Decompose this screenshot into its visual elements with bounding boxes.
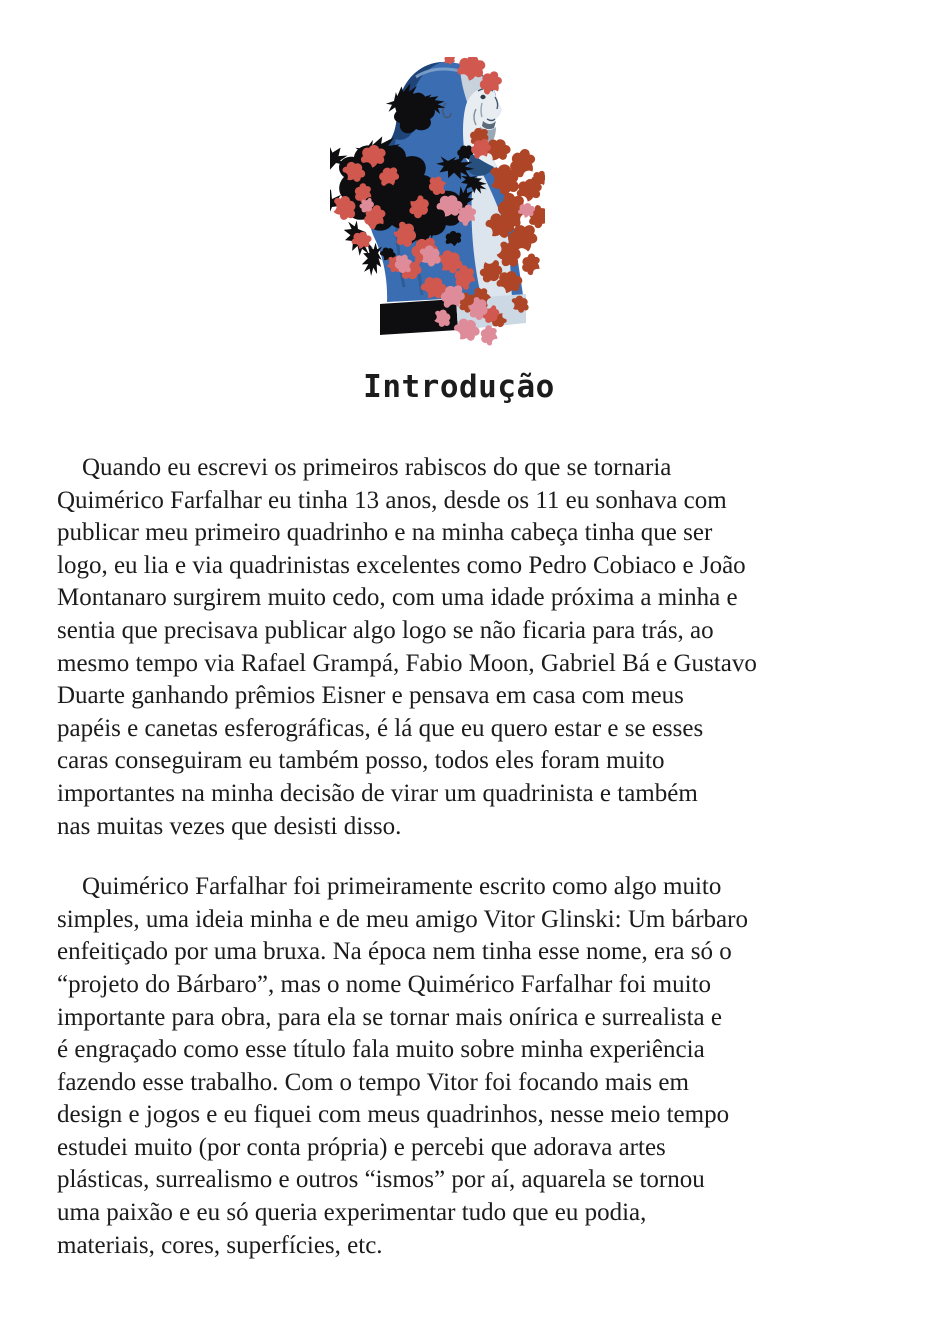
text-line: importante para obra, para ela se tornar mais onírica e surrealista e [57, 1003, 722, 1031]
text-line: materiais, cores, superfícies, etc. [57, 1231, 383, 1259]
text-line: nas muitas vezes que desisti disso. [57, 812, 402, 840]
text-line: estudei muito (por conta própria) e percebi que adorava artes [57, 1133, 666, 1161]
text-line: design e jogos e eu fiquei com meus quadrinhos, nesse meio tempo [57, 1101, 730, 1129]
text-line: caras conseguiram eu também posso, todos eles foram muito [57, 747, 665, 775]
text-line: plásticas, surrealismo e outros “ismos” por aí, aquarela se tornou [57, 1166, 705, 1194]
text-line: importantes na minha decisão de virar um quadrinista e também [57, 779, 698, 807]
bust-illustration [330, 57, 545, 348]
paragraph-2 [57, 871, 897, 1262]
text-line: uma paixão e eu só queria experimentar tudo que eu podia, [57, 1199, 647, 1227]
text-line: é engraçado como esse título fala muito sobre minha experiência [57, 1036, 705, 1064]
text-line: Quando eu escrevi os primeiros rabiscos do que se tornaria [82, 454, 672, 481]
text-line: “projeto do Bárbaro”, mas o nome Quimérico Farfalhar foi muito [57, 970, 711, 998]
text-line: papéis e canetas esferográficas, é lá que eu quero estar e se esses [57, 714, 704, 742]
text-line: Montanaro surgirem muito cedo, com uma idade próxima a minha e [57, 584, 738, 612]
text-line: Duarte ganhando prêmios Eisner e pensava em casa com meus [57, 682, 684, 710]
chapter-title: Introdução [363, 369, 555, 405]
text-line: mesmo tempo via Rafael Grampá, Fabio Moon, Gabriel Bá e Gustavo [57, 649, 757, 677]
paragraph-1 [57, 452, 897, 843]
text-line: sentia que precisava publicar algo logo se não ficaria para trás, ao [57, 616, 714, 644]
text-line: simples, uma ideia minha e de meu amigo Vitor Glinski: Um bárbaro [57, 905, 748, 933]
text-line: Quimérico Farfalhar foi primeiramente escrito como algo muito [82, 873, 722, 901]
text-line: enfeitiçado por uma bruxa. Na época nem tinha esse nome, era só o [57, 938, 732, 966]
body-text [57, 452, 897, 1262]
text-line: fazendo esse trabalho. Com o tempo Vitor foi focando mais em [57, 1068, 689, 1096]
text-line: publicar meu primeiro quadrinho e na minha cabeça tinha que ser [57, 519, 713, 547]
text-line: logo, eu lia e via quadrinistas excelentes como Pedro Cobiaco e João [57, 551, 746, 579]
text-line: Quimérico Farfalhar eu tinha 13 anos, desde os 11 eu sonhava com [57, 486, 727, 514]
